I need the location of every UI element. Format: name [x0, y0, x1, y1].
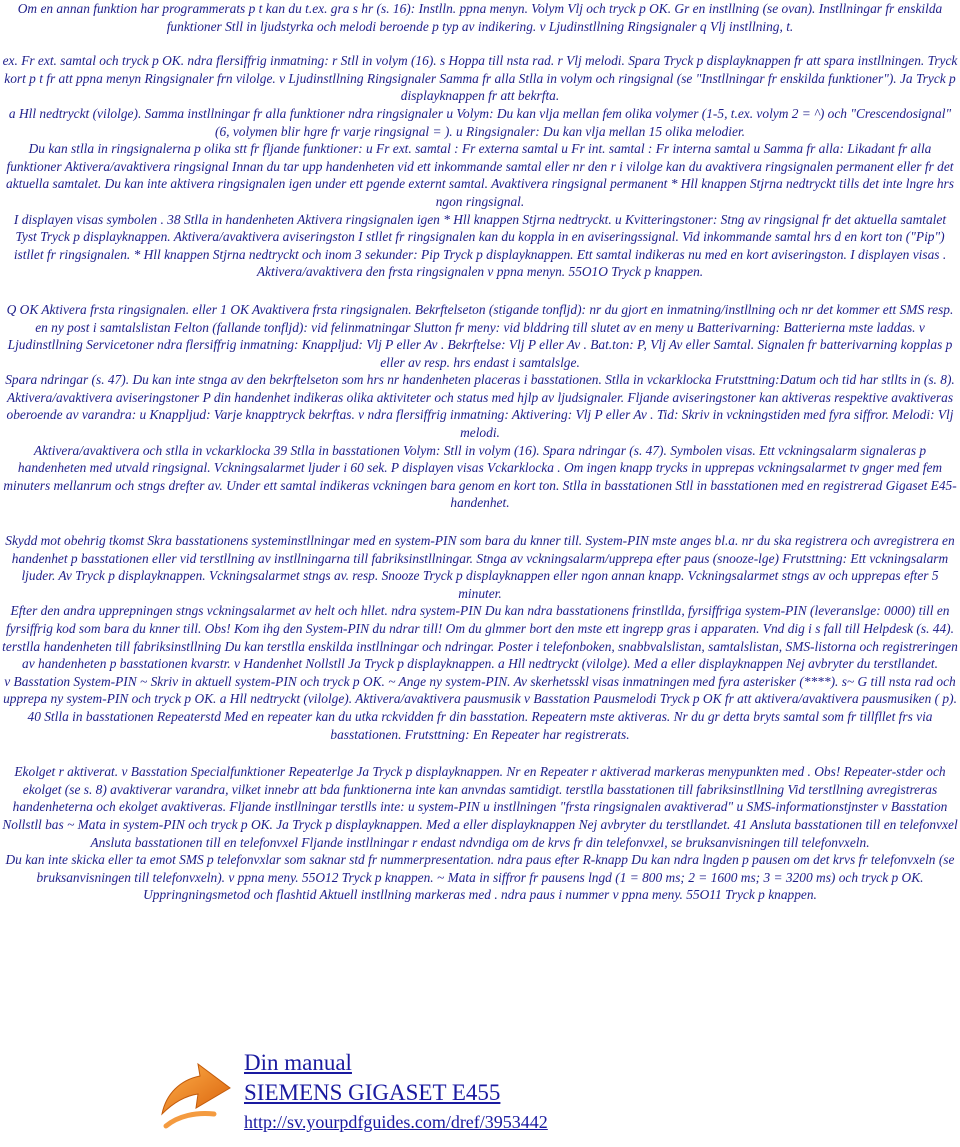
paragraph: Q OK Aktivera frsta ringsignalen. eller 1 OK Avaktivera frsta ringsignalen. Bekrftelseton (stigande tonfljd): nr du gjort en inmatning/instllning och nr det kommer ett SMS resp. en ny post i samtalslistan Felton (fallande tonfljd): vid felinmatningar Slutton fr meny: vid blddring till slutet av en meny u Batterivarning: Batterierna mste laddas. v Ljudinstllning Servicetoner ndra flersiffrig inmatning: Knappljud: Vlj P eller Av . Bekrftelse: Vlj P eller Av . Bat.ton: P, Vlj Av eller Samtal. Signalen fr batterivarning kopplas p eller av resp. hrs endast i samtalslge.	[6, 301, 954, 370]
paragraph: Skydd mot obehrig tkomst Skra basstationens systeminstllningar med en system-PIN som bara du knner till. System-PIN mste anges bl.a. nr du ska registrera och avregistrera en handenhet p basstationen eller vid terstllning av instllningarna till fabriksinstllningar. Stnga av vckningsalarm/upprepa efter paus (snooze-lge) Frutsttning: Ett vckningsalarm ljuder. Av Tryck p displayknappen. Vckningsalarmet stngs av. resp. Snooze Tryck p displayknappen eller ngon annan knapp. Vckningsalarmet stngs av och upprepas efter 5 minuter.	[5, 533, 955, 601]
paragraph: Du kan inte skicka eller ta emot SMS p telefonvxlar som saknar std fr nummerpresentation. ndra paus efter R-knapp Du kan ndra lngden p pausen om det krvs fr telefonvxeln (se bruksanvisningen till telefonvxeln). v ppna meny. 55O12 Tryck p knappen. ~ Mata in siffror fr pausens lngd (1 = 800 ms; 2 = 1600 ms; 3 = 3200 ms) och tryck p OK.	[5, 852, 955, 885]
product-link[interactable]: SIEMENS GIGASET E455	[244, 1080, 501, 1105]
paragraph: Aktivera/avaktivera och stlla in vckarklocka 39 Stlla in basstationen Volym: Stll in volym (16). Spara ndringar (s. 47). Symbolen visas. Ett vckningsalarm signaleras p handenheten med utvald ringsignal. Vckningsalarmet ljuder i 60 sek. P displayen visas Vckarklocka . Om ingen knapp trycks in upprepas vckningsalarmet tv gnger med fem minuters mellanrum och stngs drefter av. Under ett samtal indikeras vckningen bara genom en kort ton. Stlla in basstationen Stll in basstationen med en registrerad Gigaset E45-handenhet.	[3, 442, 957, 511]
paragraph: Om en annan funktion har programmerats p t kan du t.ex. gra s hr (s. 16): Instlln. ppna menyn. Volym Vlj och tryck p OK. Gr en instllning (se ovan). Instllningar fr enskilda funktioner Stll in ljudstyrka och melodi beroende p typ av indikering. v Ljudinstllning Ringsignaler q Vlj instllning, t.	[17, 1, 943, 34]
paragraph: terstlla handenheten till fabriksinstllning Du kan terstlla enskilda instllningar och ndringar. Poster i telefonboken, snabbvalslistan, samtalslistan, SMS-listorna och registreringen av handenheten p basstationen kvarstr. v Handenhet Nollstll Ja Tryck p displayknappen. a Hll nedtryckt (vilolge). Med a eller displayknappen Nej avbryter du terstllandet.	[2, 638, 958, 672]
paragraph-spacer	[0, 743, 960, 763]
footer-banner	[156, 1048, 756, 1144]
orange-arrow-icon	[156, 1054, 236, 1134]
footer-links	[244, 1048, 548, 1136]
paragraph: a Hll nedtryckt (vilolge). Samma instllningar fr alla funktioner ndra ringsignaler u Volym: Du kan vlja mellan fem olika volymer (1-5, t.ex. volym 2 = ^) och "Crescendosignal" (6, volymen blir hgre fr varje ringsignal = ). u Ringsignaler: Du kan vlja mellan 15 olika melodier.	[8, 105, 952, 139]
paragraph: v Basstation System-PIN ~ Skriv in aktuell system-PIN och tryck p OK. ~ Ange ny system-PIN. Av skerhetsskl visas inmatningen med fyra asterisker (****). s~ G till nsta rad och upprepa ny system-PIN och tryck p OK. a Hll nedtryckt (vilolge). Aktivera/avaktivera pausmusik v Basstation Pausmelodi Tryck p OK fr att aktivera/avaktivera pausmusiken ( p). 40 Stlla in basstationen Repeaterstd Med en repeater kan du utka rckvidden fr din basstation. Repeatern mste aktiveras. Nr du gr detta bryts samtal som fr tillfllet frs via basstationen. Frutsttning: En Repeater har registrerats.	[3, 673, 957, 742]
source-url-link[interactable]: http://sv.yourpdfguides.com/dref/3953442	[244, 1112, 548, 1132]
paragraph: Aktivera/avaktivera aviseringstoner P din handenhet indikeras olika aktiviteter och status med hjlp av ljudsignaler. Fljande aviseringstoner kan aktiveras respektive avaktiveras oberoende av varandra: u Knappljud: Varje knapptryck bekrftas. v ndra flersiffrig inmatning: Aktivering: Vlj P eller Av . Tid: Skriv in vckningstiden med fyra siffror. Melodi: Vlj melodi.	[6, 389, 954, 441]
paragraph: Du kan stlla in ringsignalerna p olika stt fr fljande funktioner: u Fr ext. samtal : Fr externa samtal u Fr int. samtal : Fr interna samtal u Samma fr alla: Likadant fr alla funktioner Aktivera/avaktivera ringsignal Innan du tar upp handenheten vid ett inkommande samtal eller nr den r i vilolge kan du avaktivera ringsignalen permanent eller fr det aktuella samtalet. Du kan inte aktivera ringsignalen igen under ett pgende externt samtal. Avaktivera ringsignal permanent * Hll knappen Stjrna nedtryckt tills det inte lngre hrs ngon ringsignal.	[6, 141, 954, 209]
paragraph: Uppringningsmetod och flashtid Aktuell instllning markeras med . ndra paus i nummer v ppna meny. 55O11 Tryck p knappen.	[143, 887, 817, 903]
paragraph: I displayen visas symbolen . 38 Stlla in handenheten Aktivera ringsignalen igen * Hll knappen Stjrna nedtryckt. u Kvitteringstoner: Stng av ringsignal fr det aktuella samtalet Tyst Tryck p displayknappen. Aktivera/avaktivera aviseringston I stllet fr ringsignalen kan du koppla in en aviseringssignal. Vid inkommande samtal hrs d en kort ton ("Pip") istllet fr ringsignalen. * Hll knappen Stjrna nedtryckt och inom 3 sekunder: Pip Tryck p displayknappen. Ett samtal indikeras nu med en kort aviseringston. I displayen visas . Aktivera/avaktivera den frsta ringsignalen v ppna menyn. 55O1O Tryck p knappen.	[13, 211, 947, 280]
manual-link[interactable]: Din manual	[244, 1050, 352, 1075]
paragraph: ex. Fr ext. samtal och tryck p OK. ndra flersiffrig inmatning: r Stll in volym (16). s Hoppa till nsta rad. r Vlj melodi. Spara Tryck p displayknappen fr att spara instllningen. Tryck kort p t fr att ppna menyn Ringsignaler frn vilolge. v Ljudinstllning Ringsignaler Samma fr alla Stlla in volym och ringsignal (se "Instllningar fr enskilda funktioner"). Ja Tryck p displayknappen fr att bekrfta.	[2, 53, 958, 104]
paragraph-spacer	[0, 512, 960, 532]
paragraph: Efter den andra upprepningen stngs vckningsalarmet av helt och hllet. ndra system-PIN Du kan ndra basstationens frinstllda, fyrsiffriga system-PIN (leveranslge: 0000) till en fyrsiffrig kod som bara du knner till. Obs! Kom ihg den System-PIN du ndrar till! Om du glmmer bort den mste ett ingrepp gras i apparaten. Vnd dig i s fall till Helpdesk (s. 44).	[6, 603, 954, 636]
paragraph-spacer	[0, 35, 960, 52]
paragraph: Spara ndringar (s. 47). Du kan inte stnga av den bekrftelseton som hrs nr handenheten placeras i basstationen. Stlla in vckarklocka Frutsttning:Datum och tid har stllts in (s. 8).	[5, 372, 955, 388]
paragraph-spacer	[0, 281, 960, 301]
paragraph: Ekolget r aktiverat. v Basstation Specialfunktioner Repeaterlge Ja Tryck p displayknappen. Nr en Repeater r aktiverad markeras menypunkten med . Obs! Repeater-stder och ekolget (se s. 8) avaktiverar varandra, vilket innebr att bda funktionerna inte kan anvndas samtidigt. terstlla basstationen till fabriksinstllning Vid terstllning avregistreras handenheterna och ekolget avaktiveras. Fljande instllningar terstlls inte: u system-PIN u instllningen "frsta ringsignalen avaktiverad" u SMS-informationstjnster v Basstation Nollstll bas ~ Mata in system-PIN och tryck p OK. Ja Tryck p displayknappen. Med a eller displayknappen Nej avbryter du terstllandet. 41 Ansluta basstationen till en telefonvxel Ansluta basstationen till en telefonvxel Fljande instllningar r endast ndvndiga om de krvs fr din telefonvxel, se bruksanvisningen till telefonvxeln.	[2, 764, 958, 850]
